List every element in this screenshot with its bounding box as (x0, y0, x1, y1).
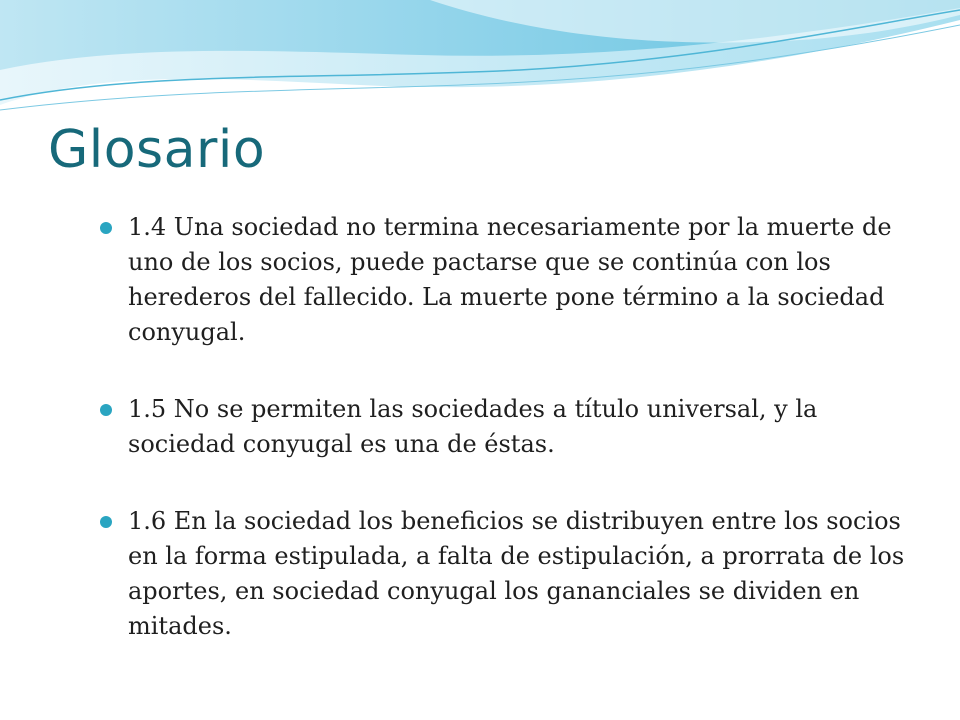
bullet-item (100, 504, 910, 644)
bullet-dot-icon (100, 516, 112, 528)
slide-title: Glosario (48, 120, 266, 180)
bullet-item (100, 210, 910, 350)
bullet-list (100, 210, 910, 686)
bullet-item (100, 392, 910, 462)
header-wave-decoration (0, 0, 960, 120)
bullet-text: 1.5 No se permiten las sociedades a título universal, y la sociedad conyugal es una de éstas. (128, 395, 818, 458)
bullet-text: 1.6 En la sociedad los beneficios se distribuyen entre los socios en la forma estipulada, a falta de estipulación, a prorrata de los aportes, en sociedad conyugal los gananciales se dividen en mitades. (128, 507, 905, 640)
bullet-text: 1.4 Una sociedad no termina necesariamente por la muerte de uno de los socios, puede pactarse que se continúa con los herederos del fallecido. La muerte pone término a la sociedad conyugal. (128, 213, 892, 346)
bullet-dot-icon (100, 222, 112, 234)
bullet-dot-icon (100, 404, 112, 416)
